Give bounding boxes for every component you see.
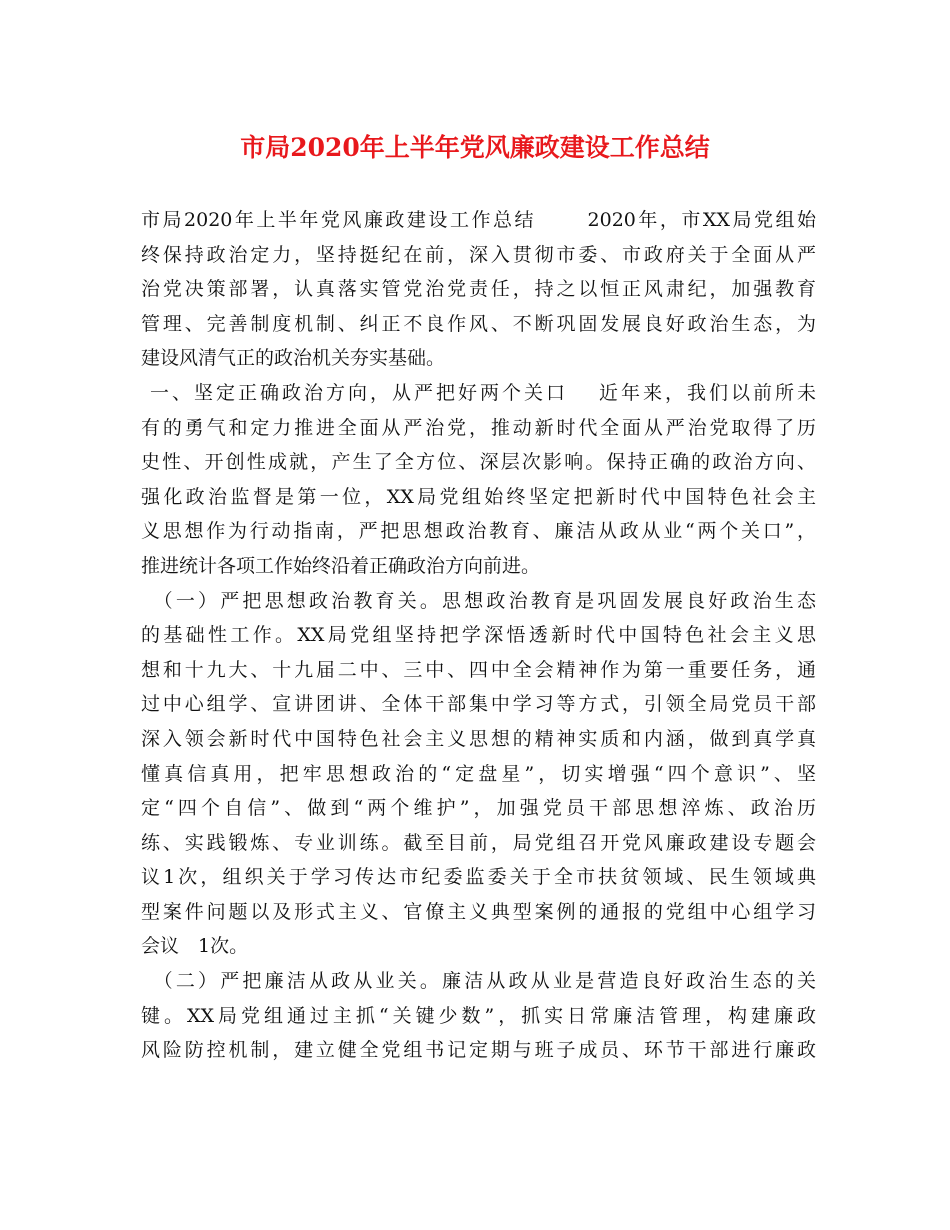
body-line: 想和十九大、十九届二中、三中、四中全会精神作为第一重要任务，通 bbox=[141, 658, 816, 681]
body-line: 懂真信真用，把牢思想政治的“定盘星”，切实增强“四个意识”、坚 bbox=[141, 762, 816, 785]
subsection-heading-line: （一）严把思想政治教育关。思想政治教育是巩固发展良好政治生态 bbox=[141, 589, 816, 612]
body-line: 深入领会新时代中国特色社会主义思想的精神实质和内涵，做到真学真 bbox=[141, 727, 816, 750]
body-line: 管理、完善制度机制、纠正不良作风、不断巩固发展良好政治生态，为 bbox=[141, 312, 816, 335]
body-line: 史性、开创性成就，产生了全方位、深层次影响。保持正确的政治方向、 bbox=[141, 451, 816, 474]
document-title: 市局2020年上半年党风廉政建设工作总结 bbox=[240, 133, 710, 162]
body-line: 强化政治监督是第一位，XX局党组始终坚定把新时代中国特色社会主 bbox=[141, 485, 816, 508]
body-line: 会议 1次。 bbox=[141, 935, 249, 958]
document-body bbox=[141, 203, 816, 1068]
body-line: 型案件问题以及形式主义、官僚主义典型案例的通报的党组中心组学习 bbox=[141, 900, 816, 923]
body-line: 的基础性工作。XX局党组坚持把学深悟透新时代中国特色社会主义思 bbox=[141, 624, 816, 647]
body-line: 义思想作为行动指南，严把思想政治教育、廉洁从政从业“两个关口”， bbox=[141, 520, 816, 543]
body-line: 推进统计各项工作始终沿着正确政治方向前进。 bbox=[141, 554, 541, 577]
section-heading-line: 一、坚定正确政治方向，从严把好两个关口 近年来，我们以前所未 bbox=[141, 381, 816, 404]
body-line: 治党决策部署，认真落实管党治党责任，持之以恒正风肃纪，加强教育 bbox=[141, 278, 816, 301]
body-line: 过中心组学、宣讲团讲、全体干部集中学习等方式，引领全局党员干部 bbox=[141, 693, 816, 716]
body-line: 建设风清气正的政治机关夯实基础。 bbox=[141, 347, 446, 370]
body-line: 练、实践锻炼、专业训练。截至目前，局党组召开党风廉政建设专题会 bbox=[141, 831, 816, 854]
body-line: 键。XX局党组通过主抓“关键少数”，抓实日常廉洁管理，构建廉政 bbox=[141, 1004, 816, 1027]
body-line: 风险防控机制，建立健全党组书记定期与班子成员、环节干部进行廉政 bbox=[141, 1039, 816, 1062]
body-line: 定“四个自信”、做到“两个维护”，加强党员干部思想淬炼、政治历 bbox=[141, 797, 816, 820]
subsection-heading-line: （二）严把廉洁从政从业关。廉洁从政从业是营造良好政治生态的关 bbox=[141, 970, 816, 993]
body-line: 终保持政治定力，坚持挺纪在前，深入贯彻市委、市政府关于全面从严 bbox=[141, 243, 816, 266]
body-line: 市局2020年上半年党风廉政建设工作总结 2020年，市XX局党组始 bbox=[141, 209, 816, 231]
body-line: 有的勇气和定力推进全面从严治党，推动新时代全面从严治党取得了历 bbox=[141, 416, 816, 439]
body-line: 议1次，组织关于学习传达市纪委监委关于全市扶贫领域、民生领域典 bbox=[141, 866, 816, 889]
